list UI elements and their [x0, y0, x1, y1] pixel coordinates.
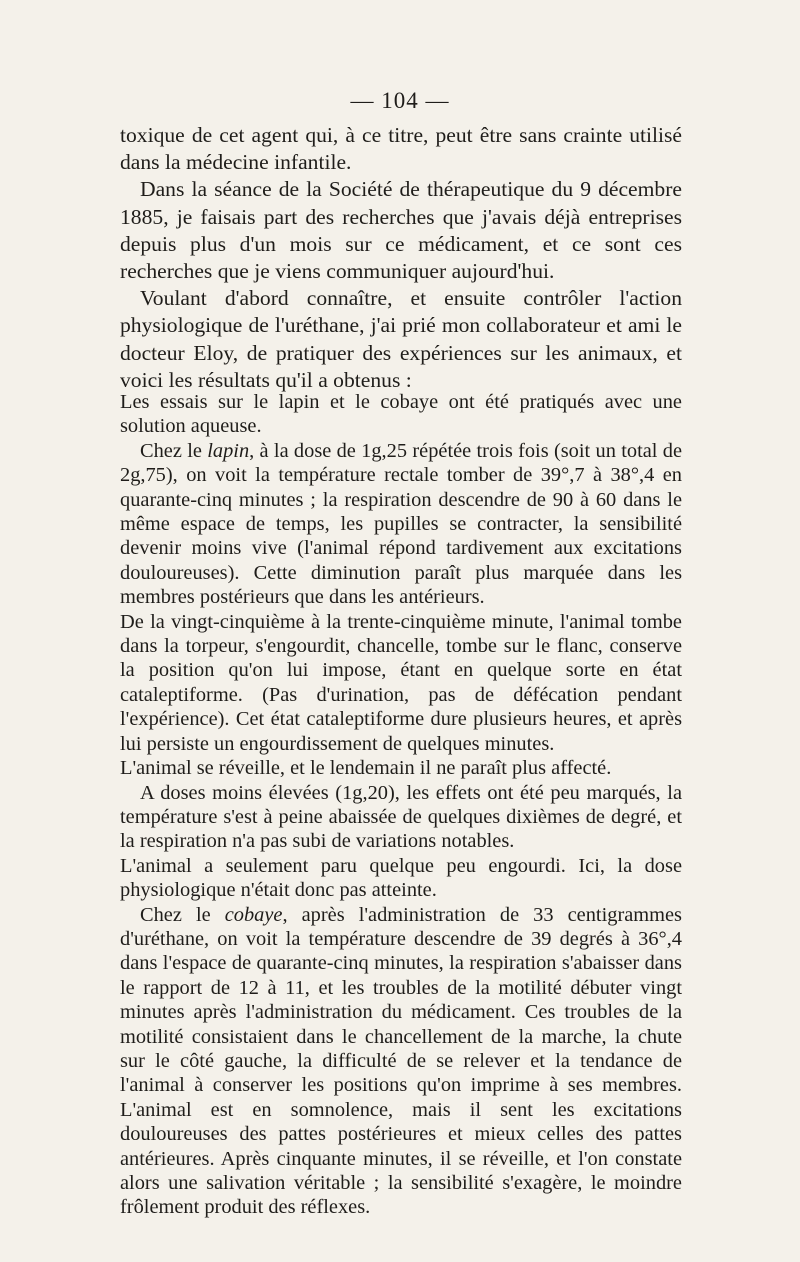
page-number: — 104 — — [350, 88, 450, 113]
paragraph-cobaye — [120, 903, 682, 1220]
paragraph: A doses moins élevées (1g,20), les effets ont été peu marqués, la température s'est à peine abaissée de quelques dixièmes de degré, et la respiration n'a pas subi de variations notables. — [120, 781, 682, 853]
paragraph: L'animal se réveille, et le lendemain il ne paraît plus affecté. — [120, 757, 612, 780]
paragraph: Les essais sur le lapin et le cobaye ont été pratiqués avec une solution aqueuse. — [120, 391, 682, 438]
paragraph: Voulant d'abord connaître, et ensuite contrôler l'action physiologique de l'uréthane, j'ai prié mon collaborateur et ami le docteur Eloy, de pratiquer des expériences sur les animaux, et voici les résultats qu'il a obtenus : — [120, 286, 682, 392]
paragraph: L'animal a seulement paru quelque peu engourdi. Ici, la dose physiologique n'était donc pas atteinte. — [120, 854, 682, 902]
paragraph: toxique de cet agent qui, à ce titre, peut être sans crainte utilisé dans la médecine infantile. — [120, 123, 682, 175]
paragraph: De la vingt-cinquième à la trente-cinquième minute, l'animal tombe dans la torpeur, s'engourdit, chancelle, tombe sur le flanc, conserve la position qu'on lui impose, étant en quelque sorte en état cataleptiforme. (Pas d'urination, pas de défécation pendant l'expérience). Cet état cataleptiforme dure plusieurs heures, et après lui persiste un engourdissement de quelques minutes. — [120, 610, 682, 755]
experiment-report — [120, 390, 682, 1220]
text-run: , après l'administration de 33 centigrammes d'uréthane, on voit la température descendre de 39 degrés à 36°,4 dans l'espace de quarante-cinq minutes, la respiration s'abaisser dans le rapport de 12 à 11, et les troubles de la motilité débuter vingt minutes après l'administration du médicament. Ces troubles de la motilité consistaient dans le chancellement de la marche, la chute sur le côté gauche, la difficulté de se relever et la tendance de l'animal à conserver les positions qu'on imprime à ses membres. L'animal est en somnolence, mais il sent les excitations douloureuses des pattes postérieures et mieux celles des pattes antérieures. Après cinquante minutes, il se réveille, et l'on constate alors une salivation véritable ; la sensibilité s'exagère, le moindre frôlement produit des réflexes. — [120, 903, 682, 1219]
paragraph-lapin — [120, 439, 682, 610]
text-run: Chez le — [140, 439, 208, 462]
italic-term: lapin — [207, 439, 250, 462]
text-run: Chez le — [140, 903, 225, 926]
italic-term: cobaye — [224, 903, 283, 926]
intro-section — [120, 122, 682, 394]
text-run: , à la dose de 1g,25 répétée trois fois (soit un total de 2g,75), on voit la température rectale tomber de 39°,7 à 38°,4 en quarante-cinq minutes ; la respiration descendre de 90 à 60 dans le même espace de temps, les pupilles se contracter, la sensibilité devenir moins vive (l'animal répond tardivement aux excitations douloureuses). Cette diminution paraît plus marquée dans les membres postérieurs que dans les antérieurs. — [120, 439, 683, 609]
paragraph: Dans la séance de la Société de thérapeutique du 9 décembre 1885, je faisais part des recherches que j'avais déjà entreprises depuis plus d'un mois sur ce médicament, et ce sont ces recherches que je viens communiquer aujourd'hui. — [120, 177, 682, 284]
